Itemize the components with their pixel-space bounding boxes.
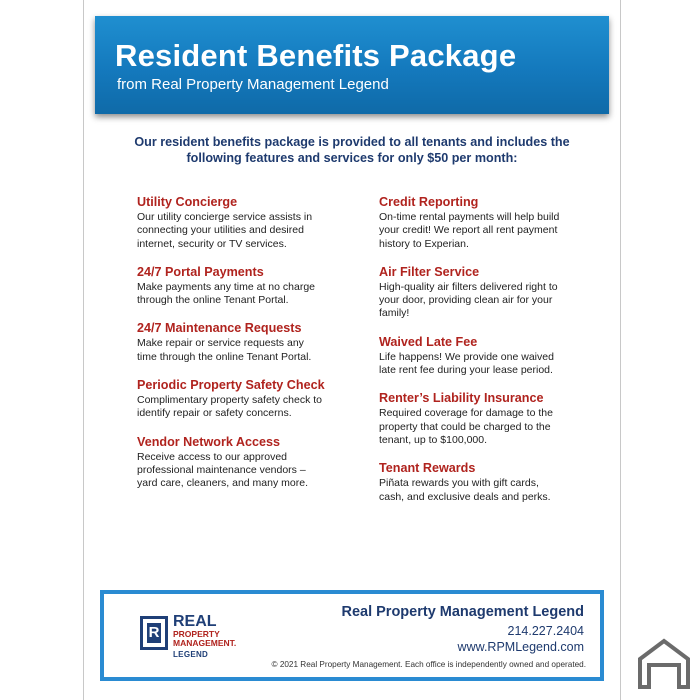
feature-description: Make repair or service requests any time through the online Tenant Portal. (137, 337, 312, 363)
feature-title: Utility Concierge (137, 195, 238, 209)
feature-description: Complimentary property safety check to identify repair or safety concerns. (137, 394, 322, 420)
feature-title: 24/7 Portal Payments (137, 264, 264, 279)
features-right-column (379, 195, 599, 518)
features-left-column (137, 195, 357, 505)
feature-title: Renter’s Liability Insurance (379, 391, 544, 406)
feature-waived-late-fee (379, 335, 599, 378)
feature-vendor-network (137, 435, 357, 491)
feature-utility-concierge (137, 195, 357, 251)
feature-description: Required coverage for damage to the property that could be charged to the tenant, up to $100,000. (379, 407, 553, 446)
logo-mark-letter: R (148, 624, 160, 641)
feature-portal-payments (137, 265, 357, 308)
footer-contact-box (100, 590, 604, 681)
feature-title: Tenant Rewards (379, 461, 476, 476)
feature-title: Waived Late Fee (379, 334, 478, 349)
intro-text (95, 134, 609, 166)
feature-description: High-quality air filters delivered right to your door, providing clean air for your family! (379, 280, 558, 320)
company-logo (140, 614, 240, 662)
feature-description: Life happens! We provide one waived late rent fee during your lease period. (379, 350, 554, 377)
header-banner (95, 16, 609, 114)
feature-title: Air Filter Service (379, 264, 480, 279)
feature-description: Make payments any time at no charge through the online Tenant Portal. (137, 280, 316, 307)
feature-maintenance-requests (137, 321, 357, 364)
logo-pm-line-1: PROPERTY (173, 629, 220, 639)
logo-mark-icon (140, 616, 168, 650)
home-outline-icon (636, 637, 692, 689)
feature-liability-insurance (379, 391, 599, 447)
logo-pm-line-2: MANAGEMENT. (173, 638, 237, 648)
page-subtitle: from Real Property Management Legend (117, 76, 389, 93)
feature-tenant-rewards (379, 461, 599, 504)
feature-description: Receive access to our approved professional maintenance vendors – yard care, cleaners, and many more. (137, 450, 308, 490)
feature-description: Piñata rewards you with gift cards, cash, and exclusive deals and perks. (379, 477, 551, 503)
feature-safety-check (137, 378, 357, 421)
footer-phone: 214.227.2404 (507, 624, 584, 638)
intro-line-2: following features and services for only $50 per month: (186, 151, 518, 165)
logo-real-text: REAL (173, 613, 217, 630)
intro-line-1: Our resident benefits package is provided to all tenants and includes the (134, 135, 570, 149)
feature-title: Periodic Property Safety Check (137, 378, 325, 393)
feature-credit-reporting (379, 195, 599, 251)
feature-title: Vendor Network Access (137, 434, 281, 449)
feature-title: Credit Reporting (379, 195, 479, 209)
feature-title: 24/7 Maintenance Requests (137, 321, 302, 336)
page-title: Resident Benefits Package (115, 38, 517, 73)
logo-legend-text: LEGEND (173, 650, 209, 659)
feature-description: On-time rental payments will help build your credit! We report all rent payment history to Experian. (379, 211, 560, 250)
footer-legal-notice: © 2021 Real Property Management. Each office is independently owned and operated. (271, 660, 586, 669)
footer-website-link[interactable]: www.RPMLegend.com (457, 640, 584, 654)
feature-description: Our utility concierge service assists in connecting your utilities and desired internet, security or TV services. (137, 211, 313, 250)
feature-air-filter (379, 265, 599, 321)
logo-pm-text (173, 630, 243, 648)
footer-company-name: Real Property Management Legend (341, 604, 584, 620)
